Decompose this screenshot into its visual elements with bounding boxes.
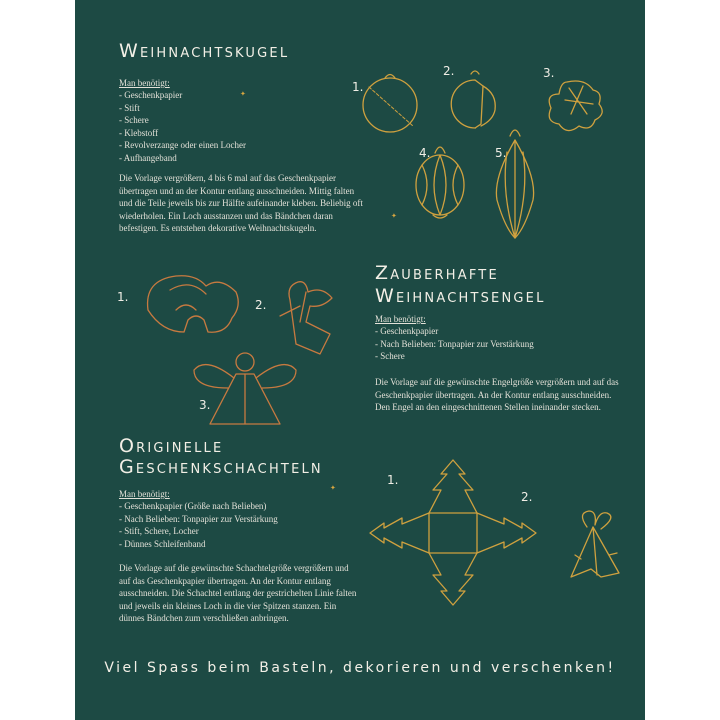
- list-item: - Geschenkpapier (Größe nach Belieben): [119, 501, 267, 511]
- engel-step-number: 3.: [199, 398, 211, 412]
- kugel-instructions: Die Vorlage vergrößern, 4 bis 6 mal auf das Geschenkpapier übertragen und an der Kontur entlang ausschneiden. Mittig falten und die Teile jeweils bis zur Hälfte aufeinander kleben. Beliebig oft wiederholen. Ein Loch ausstanzen und das Bändchen daran befestigen. Es entstehen dekorative Weihnachtskugeln.: [119, 173, 363, 233]
- ornament-step1-drawing: [363, 75, 417, 133]
- box-step2-drawing: [571, 511, 619, 577]
- kugel-step-number: 1.: [352, 80, 364, 94]
- kugel-title: Weihnachtskugel: [119, 40, 290, 62]
- angel-step3-drawing: [194, 353, 296, 424]
- kugel-step-number: 3.: [543, 66, 555, 80]
- engel-instructions: Die Vorlage auf die gewünschte Engelgröße vergrößern und auf das Geschenkpapier übertragen. An der Kontur entlang ausschneiden. Den Engel an den eingeschnittenen Stellen ineinander stecken.: [375, 377, 619, 412]
- ornament-step4-drawing: [416, 147, 464, 218]
- schachteln-materials-list: [119, 500, 369, 550]
- engel-title-line1: Zauberhafte: [375, 262, 499, 284]
- star-icon: ✦: [391, 212, 397, 220]
- box-step1-drawing: [370, 460, 536, 605]
- schachteln-title-line2: Geschenkschachteln: [119, 456, 323, 478]
- craft-instructions-page: [75, 0, 645, 720]
- list-item: - Aufhangeband: [119, 152, 177, 163]
- kugel-step-number: 2.: [443, 64, 455, 78]
- ornament-step5-drawing: [496, 130, 533, 238]
- list-item: - Geschenkpapier: [119, 90, 183, 100]
- engel-title-line2: Weihnachtsengel: [375, 285, 546, 307]
- kugel-step-number: 5.: [495, 146, 507, 160]
- star-icon: ✦: [240, 90, 246, 98]
- schachteln-needed-label: Man benötigt:: [119, 489, 170, 499]
- schachteln-title-line1: Originelle: [119, 435, 224, 457]
- engel-materials-list: [375, 325, 625, 363]
- list-item: - Dünnes Schleifenband: [119, 538, 206, 549]
- ornament-step2-drawing: [451, 71, 495, 128]
- star-icon: ✦: [330, 484, 336, 492]
- footer-slogan: Viel Spass beim Basteln, dekorieren und verschenken!: [104, 660, 616, 676]
- schachteln-step-number: 2.: [521, 490, 533, 504]
- list-item: - Schere: [375, 351, 405, 361]
- angel-step1-drawing: [148, 276, 239, 333]
- list-item: - Stift, Schere, Locher: [119, 526, 199, 536]
- engel-step-number: 2.: [255, 298, 267, 312]
- engel-needed-label: Man benötigt:: [375, 314, 426, 324]
- list-item: - Revolverzange oder einen Locher: [119, 140, 246, 150]
- list-item: - Nach Belieben: Tonpapier zur Verstärkung: [119, 513, 278, 524]
- kugel-materials-list: [119, 89, 349, 164]
- angel-illustrations: [130, 270, 370, 430]
- kugel-step-number: 4.: [419, 146, 431, 160]
- schachteln-step-number: 1.: [387, 473, 399, 487]
- box-illustrations: [365, 455, 625, 605]
- engel-step-number: 1.: [117, 290, 129, 304]
- schachteln-instructions: Die Vorlage auf die gewünschte Schachtelgröße vergrößern und auf das Geschenkpapier übertragen. An der Kontur entlang ausschneiden. Die Schachtel entlang der gestrichelten Linie falten und jeweils ein kleines Loch in die vier Spitzen stanzen. Ein dünnes Bändchen zum verschließen anbringen.: [119, 563, 357, 623]
- ornament-step3-drawing: [549, 81, 602, 131]
- ornament-illustrations: [355, 60, 605, 240]
- list-item: - Stift: [119, 102, 140, 113]
- list-item: - Klebstoff: [119, 127, 159, 138]
- list-item: - Geschenkpapier: [375, 326, 439, 336]
- angel-step2-drawing: [280, 282, 332, 354]
- kugel-needed-label: Man benötigt:: [119, 78, 170, 88]
- list-item: - Nach Belieben: Tonpapier zur Verstärkung: [375, 338, 534, 349]
- list-item: - Schere: [119, 115, 149, 125]
